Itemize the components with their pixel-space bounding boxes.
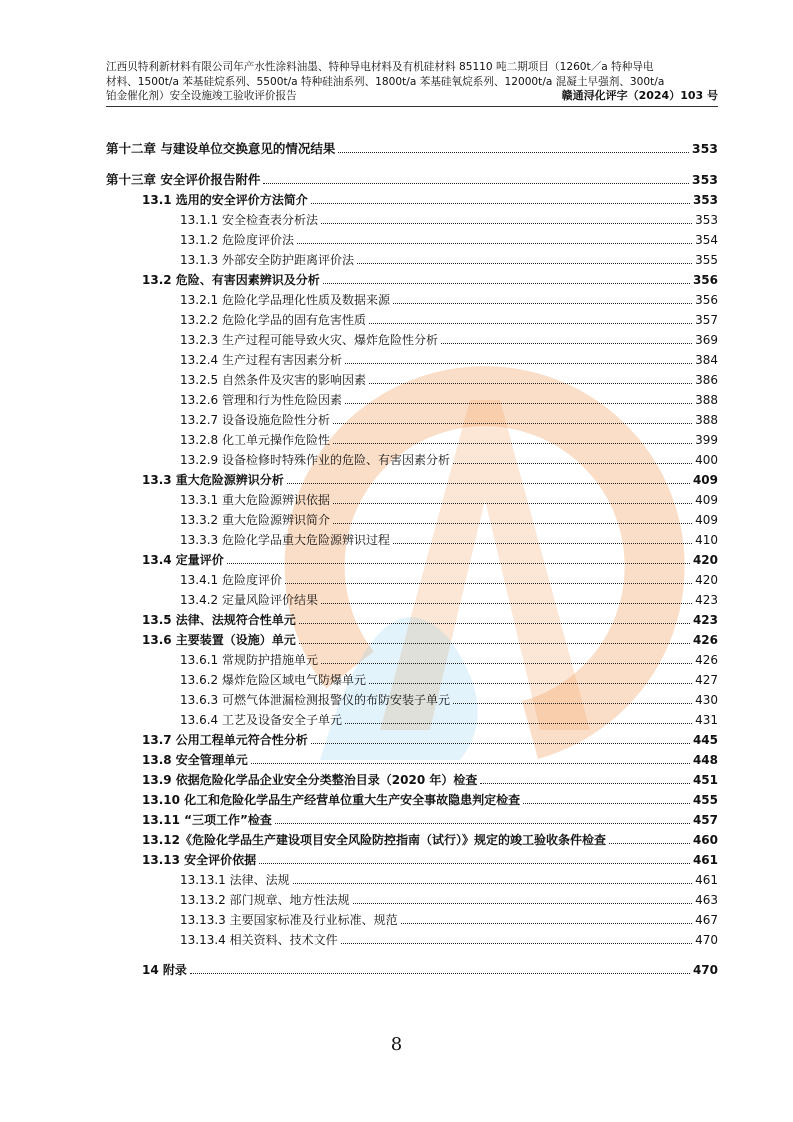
toc-dot-leader: [299, 643, 690, 644]
toc-entry[interactable]: [180, 390, 718, 408]
toc-entry-title: 13.13.3 主要国家标准及行业标准、规范: [180, 913, 398, 927]
toc-entry[interactable]: [142, 750, 718, 768]
toc-dot-leader: [190, 973, 690, 974]
toc-entry-page: 461: [692, 853, 718, 867]
toc-dot-leader: [338, 152, 689, 153]
toc-entry-title: 13.2.4 生产过程有害因素分析: [180, 353, 342, 367]
toc-entry-title: 13.1.1 安全检查表分析法: [180, 213, 318, 227]
toc-entry-title: 13.2.8 化工单元操作危险性: [180, 433, 330, 447]
toc-entry-title: 13.9 依据危险化学品企业安全分类整治目录（2020 年）检查: [142, 773, 478, 787]
toc-entry[interactable]: [180, 410, 718, 428]
toc-entry[interactable]: [142, 830, 718, 848]
toc-entry-page: 430: [695, 693, 718, 707]
toc-entry-title: 13.2.7 设备设施危险性分析: [180, 413, 330, 427]
toc-entry-title: 13.2.2 危险化学品的固有危害性质: [180, 313, 366, 327]
toc-dot-leader: [333, 523, 692, 524]
toc-entry-title: 13.13.1 法律、法规: [180, 873, 290, 887]
toc-entry-title: 13.2 危险、有害因素辨识及分析: [142, 273, 320, 287]
toc-entry[interactable]: [142, 470, 718, 488]
toc-entry-title: 13.1 选用的安全评价方法简介: [142, 193, 308, 207]
toc-entry-page: 470: [695, 933, 718, 947]
toc-dot-leader: [287, 483, 690, 484]
toc-entry[interactable]: [180, 530, 718, 548]
toc-entry[interactable]: [142, 610, 718, 628]
toc-entry[interactable]: [142, 730, 718, 748]
toc-entry-page: 445: [692, 733, 718, 747]
toc-entry[interactable]: [180, 670, 718, 688]
header-line-1: 江西贝特利新材料有限公司年产水性涂料油墨、特种导电材料及有机硅材料 85110 吨二期项目（1260t／a 特种导电: [106, 61, 654, 73]
toc-entry-title: 13.13.4 相关资料、技术文件: [180, 933, 338, 947]
toc-dot-leader: [227, 563, 690, 564]
toc-dot-leader: [609, 843, 690, 844]
toc-entry-page: 427: [695, 673, 718, 687]
toc-entry-page: 426: [692, 633, 718, 647]
toc-dot-leader: [369, 383, 692, 384]
toc-dot-leader: [401, 923, 692, 924]
toc-entry-title: 13.1.2 危险度评价法: [180, 233, 294, 247]
toc-entry-title: 13.2.1 危险化学品理化性质及数据来源: [180, 293, 390, 307]
toc-entry[interactable]: [180, 310, 718, 328]
toc-entry[interactable]: [180, 330, 718, 348]
toc-entry-title: 13.12《危险化学品生产建设项目安全风险防控指南（试行）》规定的竣工验收条件检查: [142, 833, 606, 847]
toc-entry-page: 384: [695, 353, 718, 367]
toc-entry-page: 410: [695, 533, 718, 547]
toc-entry-title: 13.6.1 常规防护措施单元: [180, 653, 318, 667]
toc-entry-title: 13.6.3 可燃气体泄漏检测报警仪的布防安装子单元: [180, 693, 450, 707]
toc-entry[interactable]: [180, 930, 718, 948]
toc-entry-page: 388: [695, 413, 718, 427]
toc-entry-title: 13.2.3 生产过程可能导致火灾、爆炸危险性分析: [180, 333, 438, 347]
toc-entry-title: 13.3.3 危险化学品重大危险源辨识过程: [180, 533, 390, 547]
toc-entry-page: 353: [695, 213, 718, 227]
toc-dot-leader: [321, 603, 692, 604]
toc-dot-leader: [369, 323, 692, 324]
toc-dot-leader: [275, 823, 690, 824]
toc-entry[interactable]: [180, 490, 718, 508]
toc-dot-leader: [453, 703, 692, 704]
toc-entry-title: 13.10 化工和危险化学品生产经营单位重大生产安全事故隐患判定检查: [142, 793, 521, 807]
toc-entry-title: 13.6 主要装置（设施）单元: [142, 633, 296, 647]
toc-dot-leader: [285, 583, 692, 584]
toc-dot-leader: [369, 683, 692, 684]
toc-dot-leader: [345, 363, 692, 364]
toc-entry-page: 420: [692, 553, 718, 567]
toc-entry-title: 13.8 安全管理单元: [142, 753, 248, 767]
toc-dot-leader: [263, 183, 689, 184]
toc-dot-leader: [357, 263, 692, 264]
toc-entry[interactable]: [142, 630, 718, 648]
toc-entry[interactable]: [180, 230, 718, 248]
toc-dot-leader: [321, 223, 692, 224]
toc-entry[interactable]: [180, 450, 718, 468]
toc-entry-title: 13.4.2 定量风险评价结果: [180, 593, 318, 607]
toc-entry-title: 13.5 法律、法规符合性单元: [142, 613, 296, 627]
toc-entry-page: 357: [695, 313, 718, 327]
toc-entry-title: 13.4 定量评价: [142, 553, 224, 567]
header-divider: [106, 106, 718, 107]
toc-entry-page: 423: [692, 613, 718, 627]
toc-dot-leader: [333, 443, 692, 444]
toc-entry-page: 369: [695, 333, 718, 347]
toc-entry-title: 13.13.2 部门规章、地方性法规: [180, 893, 350, 907]
toc-dot-leader: [323, 283, 690, 284]
toc-entry[interactable]: [142, 770, 718, 788]
toc-entry-page: 399: [695, 433, 718, 447]
toc-entry-title: 14 附录: [142, 963, 187, 977]
toc-entry[interactable]: [180, 590, 718, 608]
header-line-3: 铂金催化剂）安全设施竣工验收评价报告: [106, 90, 297, 102]
toc-entry[interactable]: [180, 570, 718, 588]
toc-entry-page: 420: [695, 573, 718, 587]
toc-entry-page: 467: [695, 913, 718, 927]
toc-entry-title: 13.4.1 危险度评价: [180, 573, 282, 587]
toc-entry-title: 13.11 “三项工作”检查: [142, 813, 272, 827]
toc-entry-page: 356: [695, 293, 718, 307]
toc-entry-page: 409: [695, 513, 718, 527]
toc-entry-page: 431: [695, 713, 718, 727]
toc-entry[interactable]: [180, 910, 718, 928]
toc-entry-page: 448: [692, 753, 718, 767]
toc-entry-page: 470: [692, 963, 718, 977]
header-line-2: 材料、1500t/a 苯基硅烷系列、5500t/a 特种硅油系列、1800t/a 苯基硅氧烷系列、12000t/a 混凝土早强剂、300t/a: [106, 75, 665, 88]
toc-entry[interactable]: [180, 210, 718, 228]
toc-dot-leader: [297, 243, 692, 244]
toc-entry-page: 409: [695, 493, 718, 507]
toc-entry-title: 13.2.6 管理和行为性危险因素: [180, 393, 342, 407]
toc-dot-leader: [321, 663, 692, 664]
toc-entry-title: 第十二章 与建设单位交换意见的情况结果: [106, 141, 336, 156]
toc-dot-leader: [299, 623, 690, 624]
toc-dot-leader: [345, 403, 692, 404]
toc-entry-title: 13.2.9 设备检修时特殊作业的危险、有害因素分析: [180, 453, 450, 467]
toc-dot-leader: [293, 883, 692, 884]
toc-entry[interactable]: [180, 370, 718, 388]
toc-entry[interactable]: [180, 430, 718, 448]
page-header: [106, 60, 718, 104]
toc-entry[interactable]: [142, 810, 718, 828]
toc-dot-leader: [333, 503, 692, 504]
toc-entry-page: 426: [695, 653, 718, 667]
toc-entry-page: 388: [695, 393, 718, 407]
toc-entry[interactable]: [180, 510, 718, 528]
toc-entry-page: 423: [695, 593, 718, 607]
toc-entry-page: 353: [691, 141, 718, 156]
toc-entry-page: 463: [695, 893, 718, 907]
toc-dot-leader: [311, 203, 690, 204]
toc-entry-page: 355: [695, 253, 718, 267]
toc-entry-title: 13.1.3 外部安全防护距离评价法: [180, 253, 354, 267]
toc-entry[interactable]: [180, 350, 718, 368]
toc-dot-leader: [480, 783, 690, 784]
toc-entry-page: 455: [692, 793, 718, 807]
toc-entry[interactable]: [142, 850, 718, 868]
toc-dot-leader: [333, 423, 692, 424]
toc-entry[interactable]: [142, 190, 718, 208]
toc-entry[interactable]: [180, 690, 718, 708]
toc-entry[interactable]: [142, 790, 718, 808]
toc-entry[interactable]: [180, 250, 718, 268]
toc-dot-leader: [453, 463, 692, 464]
toc-dot-leader: [341, 943, 692, 944]
toc-entry[interactable]: [180, 290, 718, 308]
toc-entry-page: 353: [692, 193, 718, 207]
toc-dot-leader: [353, 903, 692, 904]
toc-entry[interactable]: [180, 870, 718, 888]
toc-entry-page: 356: [692, 273, 718, 287]
toc-entry[interactable]: [106, 170, 718, 188]
toc-entry-title: 13.6.4 工艺及设备安全子单元: [180, 713, 342, 727]
toc-entry[interactable]: [180, 710, 718, 728]
toc-entry-page: 457: [692, 813, 718, 827]
toc-entry-page: 409: [692, 473, 718, 487]
toc-entry-title: 13.6.2 爆炸危险区域电气防爆单元: [180, 673, 366, 687]
toc-entry-page: 461: [695, 873, 718, 887]
toc-entry-page: 451: [692, 773, 718, 787]
toc-dot-leader: [393, 303, 692, 304]
toc-entry-title: 13.2.5 自然条件及灾害的影响因素: [180, 373, 366, 387]
toc-entry-page: 386: [695, 373, 718, 387]
document-number: 赣通浔化评字（2024）103 号: [561, 89, 718, 102]
toc-entry-title: 13.7 公用工程单元符合性分析: [142, 733, 308, 747]
toc-dot-leader: [441, 343, 692, 344]
toc-entry[interactable]: [180, 890, 718, 908]
toc-dot-leader: [523, 803, 690, 804]
toc-dot-leader: [393, 543, 692, 544]
toc-entry[interactable]: [142, 270, 718, 288]
toc-entry-page: 354: [695, 233, 718, 247]
toc-entry-page: 353: [691, 172, 718, 187]
toc-entry-page: 400: [695, 453, 718, 467]
toc-entry[interactable]: [142, 550, 718, 568]
page-number: 8: [390, 1034, 403, 1055]
toc-dot-leader: [251, 763, 690, 764]
toc-dot-leader: [311, 743, 690, 744]
toc-entry[interactable]: [106, 139, 718, 157]
toc-entry-title: 13.3 重大危险源辨识分析: [142, 473, 284, 487]
toc-entry[interactable]: [142, 960, 718, 978]
toc-entry-title: 第十三章 安全评价报告附件: [106, 172, 261, 187]
toc-entry-page: 460: [692, 833, 718, 847]
toc-entry-title: 13.13 安全评价依据: [142, 853, 257, 867]
toc-entry-title: 13.3.1 重大危险源辨识依据: [180, 493, 330, 507]
toc-entry[interactable]: [180, 650, 718, 668]
toc-entry-title: 13.3.2 重大危险源辨识简介: [180, 513, 330, 527]
toc-dot-leader: [345, 723, 692, 724]
toc-dot-leader: [259, 863, 690, 864]
